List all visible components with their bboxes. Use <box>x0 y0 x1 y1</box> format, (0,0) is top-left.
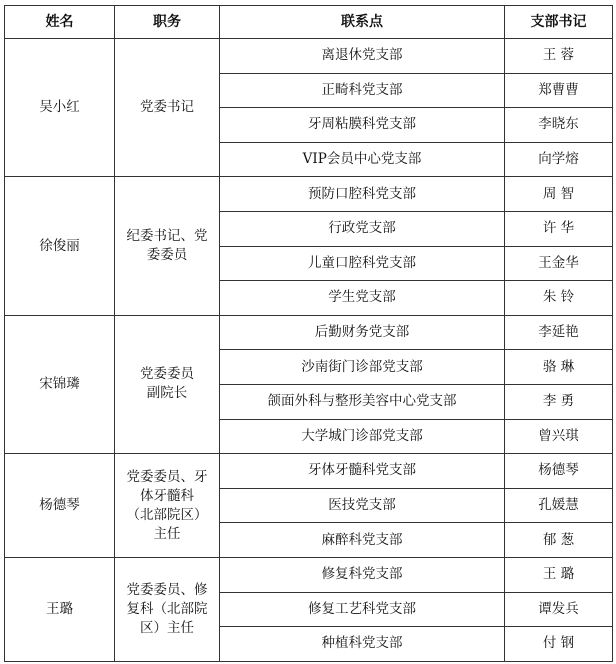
secretary-cell: 郑曹曹 <box>505 73 613 108</box>
branch-cell: 修复工艺科党支部 <box>220 592 505 627</box>
secretary-cell: 郁 葱 <box>505 523 613 558</box>
table-row <box>5 177 613 212</box>
branch-cell: 牙体牙髓科党支部 <box>220 454 505 489</box>
secretary-cell: 曾兴琪 <box>505 419 613 454</box>
branch-cell: 牙周粘膜科党支部 <box>220 108 505 143</box>
leader-duty: 党委委员、修 复科（北部院 区）主任 <box>115 557 220 661</box>
branch-cell: 行政党支部 <box>220 211 505 246</box>
liaison-table <box>4 5 613 662</box>
leader-duty: 党委委员 副院长 <box>115 315 220 453</box>
branch-cell: 种植科党支部 <box>220 627 505 662</box>
branch-cell: VIP会员中心党支部 <box>220 142 505 177</box>
branch-cell: 医技党支部 <box>220 488 505 523</box>
branch-cell: 学生党支部 <box>220 281 505 316</box>
secretary-cell: 许 华 <box>505 211 613 246</box>
secretary-cell: 付 钢 <box>505 627 613 662</box>
branch-cell: 离退休党支部 <box>220 39 505 74</box>
branch-cell: 儿童口腔科党支部 <box>220 246 505 281</box>
leader-name: 宋锦璘 <box>5 315 115 453</box>
leader-name: 杨德琴 <box>5 454 115 558</box>
secretary-cell: 李 勇 <box>505 384 613 419</box>
header-row <box>5 6 613 39</box>
secretary-cell: 李延艳 <box>505 315 613 350</box>
leader-name: 徐俊丽 <box>5 177 115 315</box>
header-secretary: 支部书记 <box>505 6 613 39</box>
table-row <box>5 39 613 74</box>
branch-cell: 修复科党支部 <box>220 557 505 592</box>
secretary-cell: 骆 琳 <box>505 350 613 385</box>
header-duty: 职务 <box>115 6 220 39</box>
header-name: 姓名 <box>5 6 115 39</box>
branch-cell: 正畸科党支部 <box>220 73 505 108</box>
branch-cell: 预防口腔科党支部 <box>220 177 505 212</box>
secretary-cell: 李晓东 <box>505 108 613 143</box>
secretary-cell: 谭发兵 <box>505 592 613 627</box>
leader-name: 吴小红 <box>5 39 115 177</box>
table-row <box>5 315 613 350</box>
branch-cell: 麻醉科党支部 <box>220 523 505 558</box>
leader-name: 王璐 <box>5 557 115 661</box>
leader-duty: 纪委书记、党 委委员 <box>115 177 220 315</box>
leader-duty: 党委委员、牙 体牙髓科 （北部院区） 主任 <box>115 454 220 558</box>
branch-cell: 后勤财务党支部 <box>220 315 505 350</box>
header-contact: 联系点 <box>220 6 505 39</box>
leader-duty: 党委书记 <box>115 39 220 177</box>
secretary-cell: 王金华 <box>505 246 613 281</box>
secretary-cell: 周 智 <box>505 177 613 212</box>
secretary-cell: 王 蓉 <box>505 39 613 74</box>
table-row <box>5 454 613 489</box>
branch-cell: 颌面外科与整形美容中心党支部 <box>220 384 505 419</box>
secretary-cell: 王 璐 <box>505 557 613 592</box>
secretary-cell: 向学熔 <box>505 142 613 177</box>
secretary-cell: 朱 铃 <box>505 281 613 316</box>
secretary-cell: 孔媛慧 <box>505 488 613 523</box>
branch-cell: 沙南街门诊部党支部 <box>220 350 505 385</box>
table-row <box>5 557 613 592</box>
branch-cell: 大学城门诊部党支部 <box>220 419 505 454</box>
secretary-cell: 杨德琴 <box>505 454 613 489</box>
